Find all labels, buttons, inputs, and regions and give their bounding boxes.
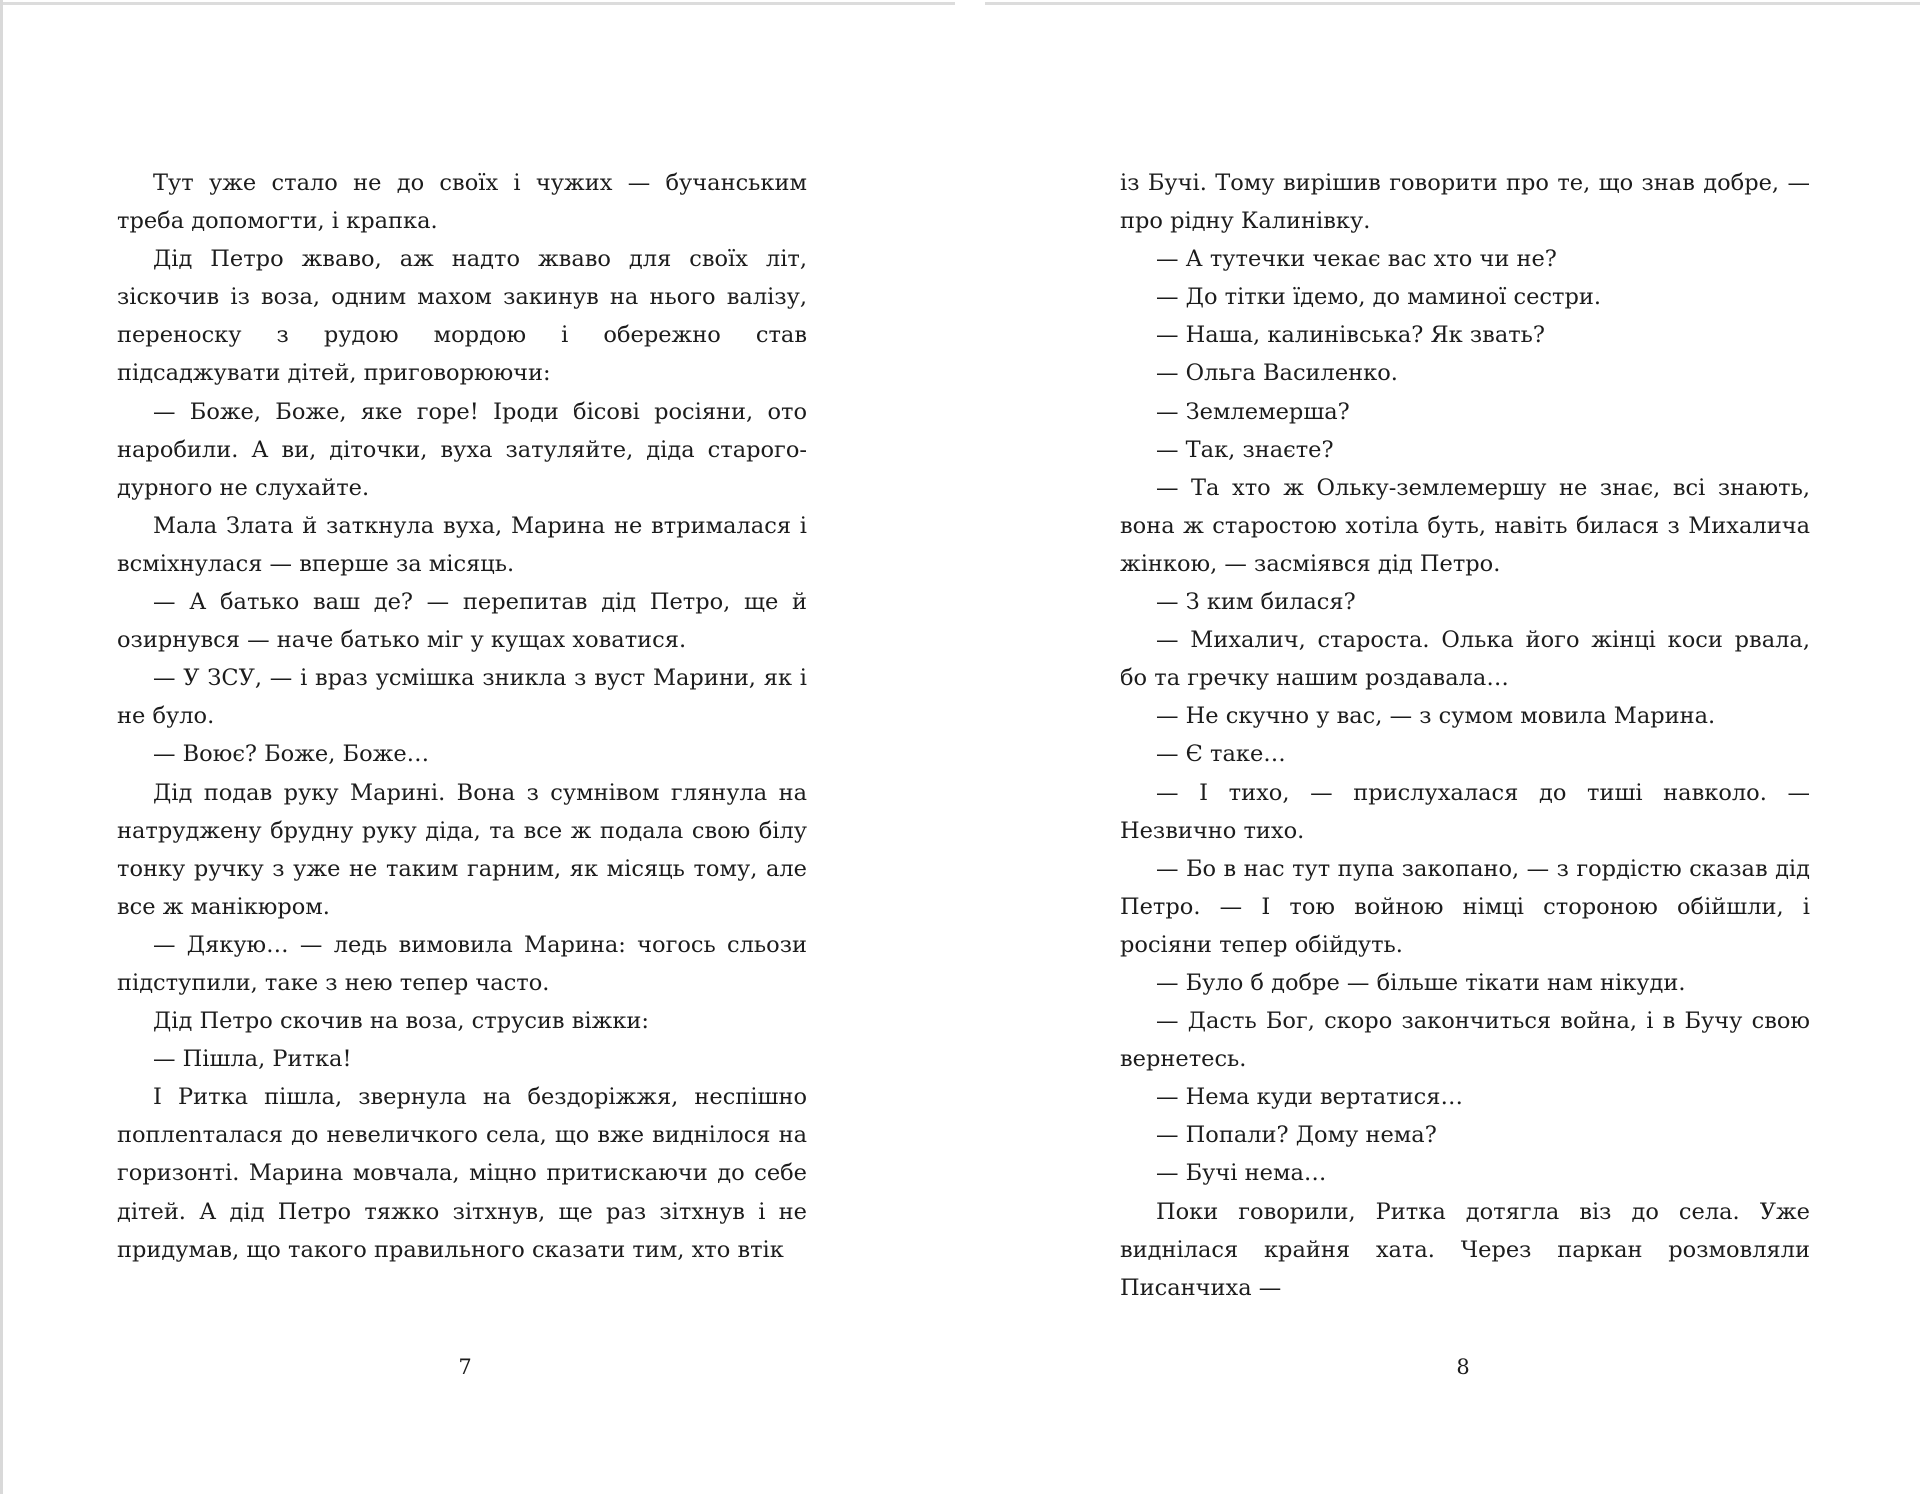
paragraph: Поки говорили, Ритка дотягла віз до села. Уже виднілася крайня хата. Через паркан розмовляли Писанчиха —: [1120, 1198, 1810, 1301]
paragraph: — Бучі нема…: [1156, 1160, 1327, 1187]
paragraph: — А тутечки чекає вас хто чи не?: [1156, 246, 1557, 273]
paragraph: Тут уже стало не до своїх і чужих — бучанським треба допомогти, і крапка.: [117, 170, 807, 235]
paragraph: — Попали? Дому нема?: [1156, 1122, 1437, 1149]
right-page: [985, 0, 1920, 1494]
left-page: [0, 0, 955, 1494]
paragraph: — Є таке…: [1156, 741, 1286, 768]
paragraph: Дід Петро скочив на воза, струсив віжки:: [153, 1008, 649, 1035]
page-text: [117, 164, 807, 1269]
paragraph: — Бо в нас тут пупа закопано, — з гордістю сказав дід Петро. — І тою войною німці стороною обійшли, і росіяни тепер обійдуть.: [1120, 855, 1810, 958]
paragraph: із Бучі. Тому вирішив говорити про те, що знав добре, — про рідну Калинівку.: [1120, 170, 1810, 235]
paragraph: — Боже, Боже, яке горе! Іроди бісові росіяни, ото наробили. А ви, діточки, вуха затуляйте, діда старого-дурного не слухайте.: [117, 398, 807, 501]
paragraph: — Михалич, староста. Олька його жінці коси рвала, бо та гречку нашим роздавала…: [1120, 627, 1810, 692]
paragraph: — Не скучно у вас, — з сумом мовила Марина.: [1156, 703, 1716, 730]
paragraph: Дід Петро жваво, аж надто жваво для своїх літ, зіскочив із воза, одним махом закинув на нього валізу, переноску з рудою мордою і обережно став підсаджувати дітей, приговорюючи:: [117, 246, 807, 387]
paragraph: — Воює? Боже, Боже…: [153, 741, 430, 768]
paragraph: Дід подав руку Марині. Вона з сумнівом глянула на натруджену брудну руку діда, та все ж подала свою білу тонку ручку з уже не таким гарним, як місяць тому, але все ж манікюром.: [117, 779, 807, 920]
top-rule: [3, 2, 955, 5]
page-text: [1120, 164, 1810, 1307]
paragraph: — І тихо, — прислухалася до тиші навколо. — Незвично тихо.: [1120, 779, 1810, 844]
paragraph: — Та хто ж Ольку-землемершу не знає, всі знають, вона ж старостою хотіла буть, навіть билася з Михалича жінкою, — засміявся дід Петро.: [1120, 474, 1810, 577]
paragraph: — До тітки їдемо, до маминої сестри.: [1156, 284, 1602, 311]
paragraph: — А батько ваш де? — перепитав дід Петро, ще й озирнувся — наче батько міг у кущах ховатися.: [117, 589, 807, 654]
paragraph: — У ЗСУ, — і враз усмішка зникла з вуст Марини, як і не було.: [117, 665, 807, 730]
paragraph: — Нема куди вертатися…: [1156, 1084, 1463, 1111]
paragraph: — Так, знаєте?: [1156, 436, 1334, 463]
top-rule: [985, 2, 1920, 5]
paragraph: І Ритка пішла, звернула на бездоріжжя, неспішно поплenталася до невеличкого села, що вже виднілося на горизонті. Марина мовчала, міцно притискаючи до себе дітей. А дід Петро тяжко зітхнув, ще раз зітхнув і не придумав, що такого правильного сказати тим, хто втік: [117, 1084, 807, 1263]
paragraph: — Землемерша?: [1156, 398, 1350, 425]
page-number: 8: [1456, 1355, 1470, 1379]
paragraph: Мала Злата й заткнула вуха, Марина не втрималася і всміхнулася — вперше за місяць.: [117, 512, 807, 577]
paragraph: — Ольга Василенко.: [1156, 360, 1398, 387]
paragraph: — Дасть Бог, скоро закончиться война, і в Бучу свою вернетесь.: [1120, 1008, 1810, 1073]
paragraph: — Пішла, Ритка!: [153, 1046, 352, 1073]
page-number: 7: [458, 1355, 472, 1379]
paragraph: — Було б добре — більше тікати нам нікуди.: [1156, 969, 1686, 996]
paragraph: — З ким билася?: [1156, 589, 1356, 616]
paragraph: — Дякую… — ледь вимовила Марина: чогось сльози підступили, таке з нею тепер часто.: [117, 931, 807, 996]
paragraph: — Наша, калинівська? Як звать?: [1156, 322, 1545, 349]
